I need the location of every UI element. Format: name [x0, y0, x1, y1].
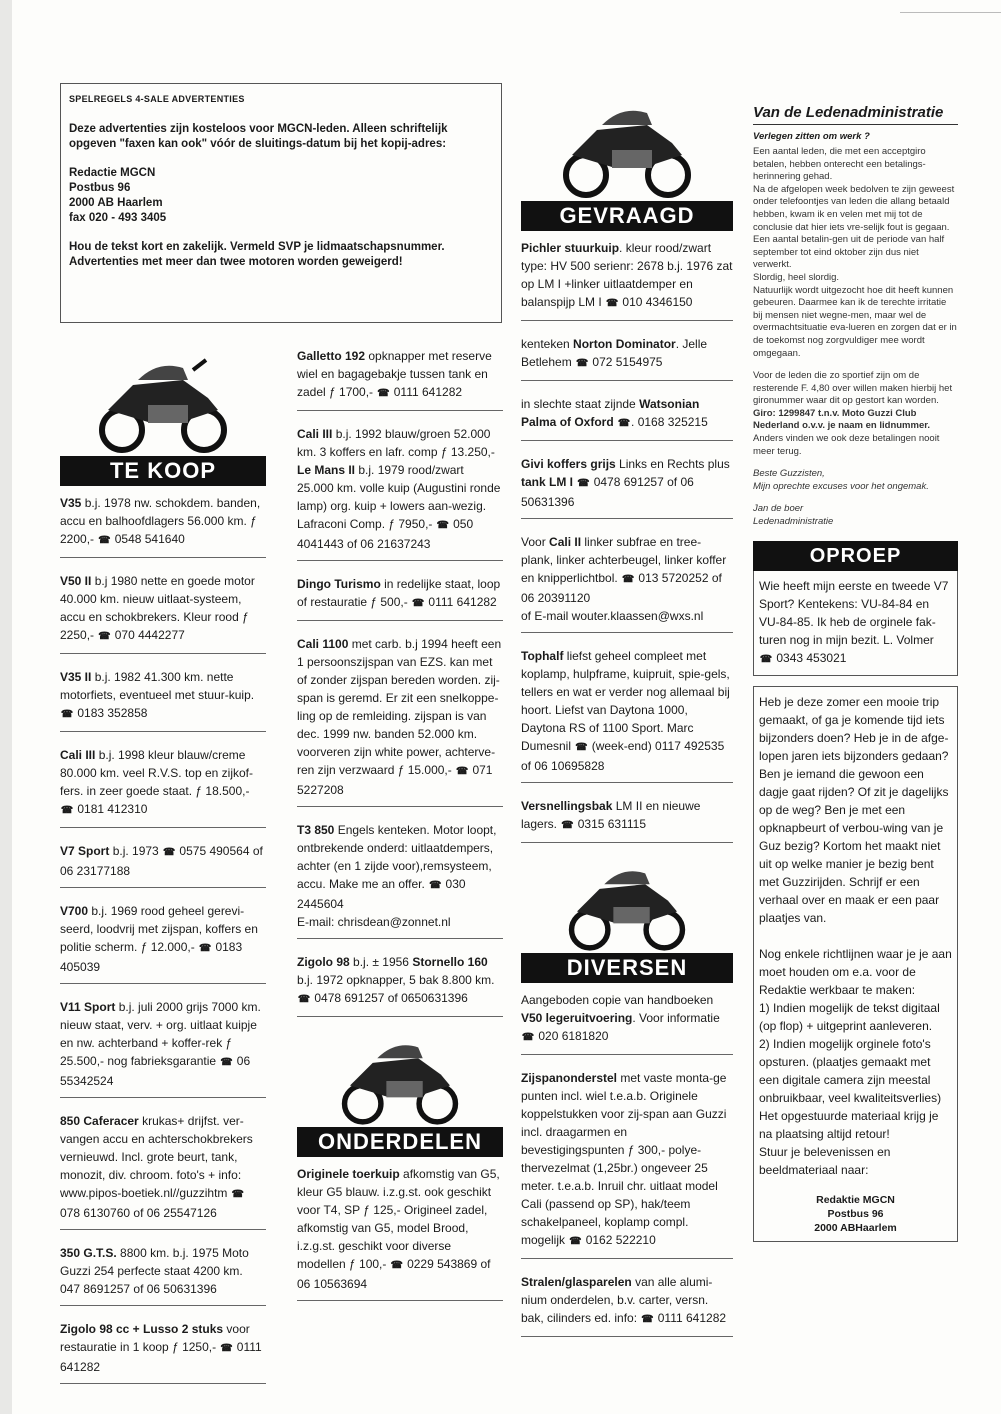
- ad-item: kenteken Norton Dominator. Jelle Betlehem ☎ 072 5154975: [521, 335, 733, 381]
- address-line: 2000 AB Haarlem: [69, 197, 163, 209]
- oproep-box: Wie heeft mijn eerste en tweede V7 Sport? Kentekens: VU-84-84 en VU-84-85. Ik heb de orginele fak-turen nog in mijn bezit. L. Volmer ☎ 0343 453021: [753, 571, 958, 676]
- call-for-stories: Heb je deze zomer een mooie trip gemaakt, of ga je komende tijd iets bijzonders doen? Heb je in de afge-lopen jaren iets bijzonders gedaan? Ben je iemand die gewoon een dagje gaat rijden? Of zit je dagelijks op de weg? Ben je met een opknapbeurt of verbou-wing van je Guz bezig? Kortom het maakt niet uit op welke manier je bezig bent met Guzzirijden. Schrijf er een verhaal over en maak er een paar plaatjes van. Nog enkele richtlijnen waar je je aan moet houden om e.a. voor de Redaktie werkbaar te maken: 1) Indien mogelijk de tekst digitaal (op flop) + uitgeprint aanleveren. 2) Indien mogelijk orginele foto's opsturen. (plaatjes gemaakt met een digitale camera zijn meestal onbruikbaar, veel kwaliteitsverlies) Het opgestuurde materiaal krijg je na plaatsing altijd retour! Stuur je belevenissen en beeldmateriaal naar: Redaktie MGCN Postbus 96 2000 ABHaarlem: [753, 686, 958, 1242]
- ad-item: Aangeboden copie van handboeken V50 legeruitvoering. Voor informatie ☎ 020 6181820: [521, 991, 733, 1055]
- gevraagd-header: [521, 95, 733, 231]
- ad-item: Versnellingsbak LM II en nieuwe lagers. ☎ 0315 631115: [521, 797, 733, 843]
- telephone-icon: ☎: [231, 1189, 244, 1200]
- admin-paragraph: Na de afgelopen week bedolven te zijn geweest onder telefoontjes van leden die allang betaald hebben, kwam ik en velen met mij tot de conclusie dat hier iets vre-selijk fout is gegaan. Een aantal betalin-gen uit de periode van half september tot eind oktober zijn dus niet verwerkt.: [753, 183, 955, 271]
- top-rule: [900, 12, 1001, 13]
- address-line: Postbus 96: [69, 182, 131, 194]
- ad-item: V700 b.j. 1969 rood geheel gerevi-seerd, loodvrij met zijspan, koffers en politie scherm. ƒ 12.000,- ☎ 0183 405039: [60, 902, 266, 984]
- telephone-icon: ☎: [297, 994, 311, 1005]
- telephone-icon: ☎: [455, 766, 469, 777]
- telephone-icon: ☎: [641, 1314, 654, 1325]
- ad-item: Dingo Turismo in redelijke staat, loop of restauratie ƒ 500,- ☎ 0111 641282: [297, 575, 503, 621]
- telephone-icon: ☎: [605, 298, 619, 309]
- ad-item: Cali III b.j. 1998 kleur blauw/creme 80.000 km. veel R.V.S. top en zijkof-fers. in zeer goede staat. ƒ 18.500,- ☎ 0181 412310: [60, 746, 266, 828]
- telephone-icon: ☎: [411, 598, 425, 609]
- ad-item: V7 Sport b.j. 1973 ☎ 0575 490564 of 06 23177188: [60, 842, 266, 888]
- motorcycle-icon: [88, 350, 238, 460]
- telephone-icon: ☎: [377, 388, 390, 399]
- admin-role: Ledenadministratie: [753, 516, 834, 528]
- column-three: [521, 95, 733, 1351]
- telephone-icon: ☎: [759, 653, 773, 665]
- telephone-icon: ☎: [521, 1032, 535, 1043]
- diversen-banner: DIVERSEN: [521, 953, 733, 983]
- column-four: [753, 104, 958, 1242]
- te-koop-column: [60, 350, 266, 1398]
- telephone-icon: ☎: [60, 805, 74, 816]
- admin-section: [753, 104, 958, 529]
- ad-item: Givi koffers grijs Links en Rechts plus tank LM I ☎ 0478 691257 of 06 50631396: [521, 455, 733, 519]
- telephone-icon: ☎: [561, 820, 574, 831]
- telephone-icon: ☎: [617, 418, 631, 429]
- ad-item: Pichler stuurkuip. kleur rood/zwart type: HV 500 serienr: 2678 b.j. 1976 zat op LM I +linker uitlaatdemper en balanspijp LM I ☎ 010 4346150: [521, 239, 733, 321]
- admin-paragraph: Voor de leden die zo sportief zijn om de resterende F. 4,80 over willen maken hierbij het gironummer waar dit op gestort kan worden.: [753, 370, 953, 407]
- telephone-icon: ☎: [575, 742, 588, 753]
- ad-item: Zigolo 98 b.j. ± 1956 Stornello 160 b.j. 1972 opknapper, 5 bak 8.800 km. ☎ 0478 691257 of 0650631396: [297, 953, 503, 1017]
- telephone-icon: ☎: [98, 535, 111, 546]
- ad-item: in slechte staat zijnde Watsonian Palma of Oxford ☎. 0168 325215: [521, 395, 733, 441]
- admin-subtitle: Verlegen zitten om werk ?: [753, 131, 870, 142]
- ad-item: T3 850 Engels kenteken. Motor loopt, ontbrekende onderd: uitlaatdempers, achter (en 1 zijde voor),remsysteem, accu. Make me an offer. ☎ 030 2445604 E-mail: chrisdean@zonnet.nl: [297, 821, 503, 939]
- rules-box: [60, 83, 502, 323]
- motorcycle-icon: [552, 857, 702, 957]
- motorcycle-icon: [325, 1031, 475, 1131]
- telephone-icon: ☎: [220, 1057, 233, 1068]
- admin-signer: Jan de boer: [753, 503, 804, 515]
- admin-paragraph: Slordig, heel slordig.: [753, 271, 840, 283]
- telephone-icon: ☎: [569, 1236, 582, 1247]
- ad-item: Cali 1100 met carb. b.j 1994 heeft een 1 persoonszijspan van EZS. kan met of zonder zijspan bereden worden. zij-span is geremd. Er zit een snelkoppe-ling op de remleiding. zijspan is van dec. 1999 nw. banden 52.000 km. voorveren zijn white power, achterve-ren zijn verzwaard ƒ 15.000,- ☎ 071 5227208: [297, 635, 503, 807]
- telephone-icon: ☎: [390, 1260, 403, 1271]
- admin-apology: Mijn oprechte excuses voor het ongemak.: [753, 480, 929, 492]
- rules-note: Hou de tekst kort en zakelijk. Vermeld SVP je lidmaatschapsnummer. Advertenties met meer dan twee motoren worden geweigerd!: [69, 241, 445, 268]
- telephone-icon: ☎: [162, 847, 176, 858]
- ad-item: V35 II b.j. 1982 41.300 km. nette motorfiets, eventueel met stuur-kuip. ☎ 0183 352858: [60, 668, 266, 732]
- ad-item: Stralen/glasparelen van alle alumi-nium onderdelen, b.v. carter, versn. bak, cilinders ed. info: ☎ 0111 641282: [521, 1273, 733, 1337]
- ad-item: Zijspanonderstel met vaste monta-ge punten incl. wiel t.e.a.b. Originele koppelstukken voor zij-span aan Guzzi incl. draagarmen en bevestigingspunten ƒ 300,- polye-thervezelmat (1,25br.) ongeveer 25 meter. t.e.a.b. Inruil chr. uitlaat model Cali (passend op SP), hak/teem schakelpaneel, koplamp compl. mogelijk ☎ 0162 522210: [521, 1069, 733, 1259]
- telephone-icon: ☎: [220, 1343, 233, 1354]
- address-line: Redactie MGCN: [69, 167, 156, 179]
- scan-edge: [0, 0, 12, 1414]
- ad-item: Galletto 192 opknapper met reserve wiel en bagagebakje tussen tank en zadel ƒ 1700,- ☎ 0111 641282: [297, 347, 503, 411]
- telephone-icon: ☎: [98, 631, 111, 642]
- call-address: Redaktie MGCN Postbus 96 2000 ABHaarlem: [814, 1193, 897, 1234]
- ad-item: 350 G.T.S. 8800 km. b.j. 1975 Moto Guzzi 254 perfecte staat 4200 km. 047 8691257 of 06 50631396: [60, 1244, 266, 1306]
- motorcycle-icon: [552, 95, 702, 205]
- admin-paragraph: Een aantal leden, die met een acceptgiro betalen, hebben onterecht een betalings-herinnering gehad.: [753, 146, 926, 183]
- ad-item: V35 b.j. 1978 nw. schokdem. banden, accu en balhoofdlagers 56.000 km. ƒ 2200,- ☎ 0548 541640: [60, 494, 266, 558]
- ad-item: Zigolo 98 cc + Lusso 2 stuks voor restauratie in 1 koop ƒ 1250,- ☎ 0111 641282: [60, 1320, 266, 1384]
- telephone-icon: ☎: [60, 709, 74, 720]
- rules-heading: SPELREGELS 4-SALE ADVERTENTIES: [69, 94, 245, 104]
- oproep-banner: OPROEP: [753, 541, 958, 571]
- ad-item: V50 II b.j 1980 nette en goede motor 40.000 km. nieuw uitlaat-systeem, accu en schokbrekers. Kleur rood ƒ 2250,- ☎ 070 4442277: [60, 572, 266, 654]
- rules-intro: Deze advertenties zijn kosteloos voor MGCN-leden. Alleen schriftelijk opgeven "faxen kan ook" vóór de sluitings-datum bij het kopij-adres:: [69, 123, 448, 150]
- telephone-icon: ☎: [575, 358, 589, 369]
- gevraagd-banner: GEVRAAGD: [521, 201, 733, 231]
- telephone-icon: ☎: [428, 880, 442, 891]
- admin-giro: Giro: 1299847 t.n.v. Moto Guzzi Club Nederland o.v.v. je naam en lidnummer.: [753, 407, 931, 432]
- admin-title: Van de Ledenadministratie: [753, 104, 958, 125]
- ad-item: V11 Sport b.j. juli 2000 grijs 7000 km. nieuw staat, verv. + org. uitlaat kuipje en nw. achterband + koffer-rek ƒ 25.500,- nog fabrieksgarantie ☎ 06 55342524: [60, 998, 266, 1098]
- onderdelen-header: [297, 1031, 503, 1157]
- onderdelen-banner: ONDERDELEN: [297, 1127, 503, 1157]
- rules-address: [69, 166, 493, 226]
- ad-item: Originele toerkuip afkomstig van G5, kleur G5 blauw. i.z.g.st. ook geschikt voor T4, SP ƒ 125,- Origineel zadel, afkomstig van G5, model Brood, i.z.g.st. geschikt voor diverse modellen ƒ 100,- ☎ 0229 543869 of 06 10563694: [297, 1165, 503, 1301]
- diversen-header: [521, 857, 733, 983]
- telephone-icon: ☎: [621, 574, 635, 585]
- admin-greeting: Beste Guzzisten,: [753, 468, 825, 480]
- ad-item: Tophalf liefst geheel compleet met koplamp, hulpframe, kuipruit, spie-gels, tellers en wat er verder nog allemaal bij hoort. Liefst van Daytona 1000, Daytona RS of 1100 Sport. Marc Dumesnil ☎ (week-end) 0117 492535 of 06 10695828: [521, 647, 733, 783]
- address-line: fax 020 - 493 3405: [69, 212, 167, 224]
- ad-item: 850 Caferacer krukas+ drijfst. ver-vangen accu en achterschokbrekers vernieuwd. Incl. grote beurt, tank, monozit, div. chroom. foto's + info: www.pipos-boetiek.nl//guzzihtm ☎ 078 6130760 of 06 25547126: [60, 1112, 266, 1230]
- telephone-icon: ☎: [198, 943, 212, 954]
- te-koop-header: [60, 350, 266, 486]
- column-two: [297, 347, 503, 1315]
- telephone-icon: ☎: [436, 520, 449, 531]
- admin-paragraph: Anders vinden we ook deze betalingen nooit meer terug.: [753, 433, 940, 457]
- ad-item: Cali III b.j. 1992 blauw/groen 52.000 km. 3 koffers en lafr. comp ƒ 13.250,- Le Mans II b.j. 1979 rood/zwart 25.000 km. volle kuip (Augustini ronde lamp) org. kuip + lowers aan-wezig. Lafraconi Comp. ƒ 7950,- ☎ 050 4041443 of 06 21637243: [297, 425, 503, 561]
- te-koop-banner: TE KOOP: [60, 456, 266, 486]
- telephone-icon: ☎: [577, 478, 590, 489]
- admin-paragraph: Natuurlijk wordt uitgezocht hoe dit heeft kunnen gebeuren. Daarmee kan ik de terechte irritatie bij mensen niet wegne-men, maar wel de overmachtsituatie eva-lueren en zorgen dat er in de toekomst nog zorgvuldiger mee wordt omgegaan.: [753, 284, 957, 359]
- ad-item: Voor Cali II linker subfrae en tree-plank, linker achterbeugel, linker koffer en knipperlichtbol. ☎ 013 5720252 of 06 20391120 of E-mail wouter.klaassen@wxs.nl: [521, 533, 733, 633]
